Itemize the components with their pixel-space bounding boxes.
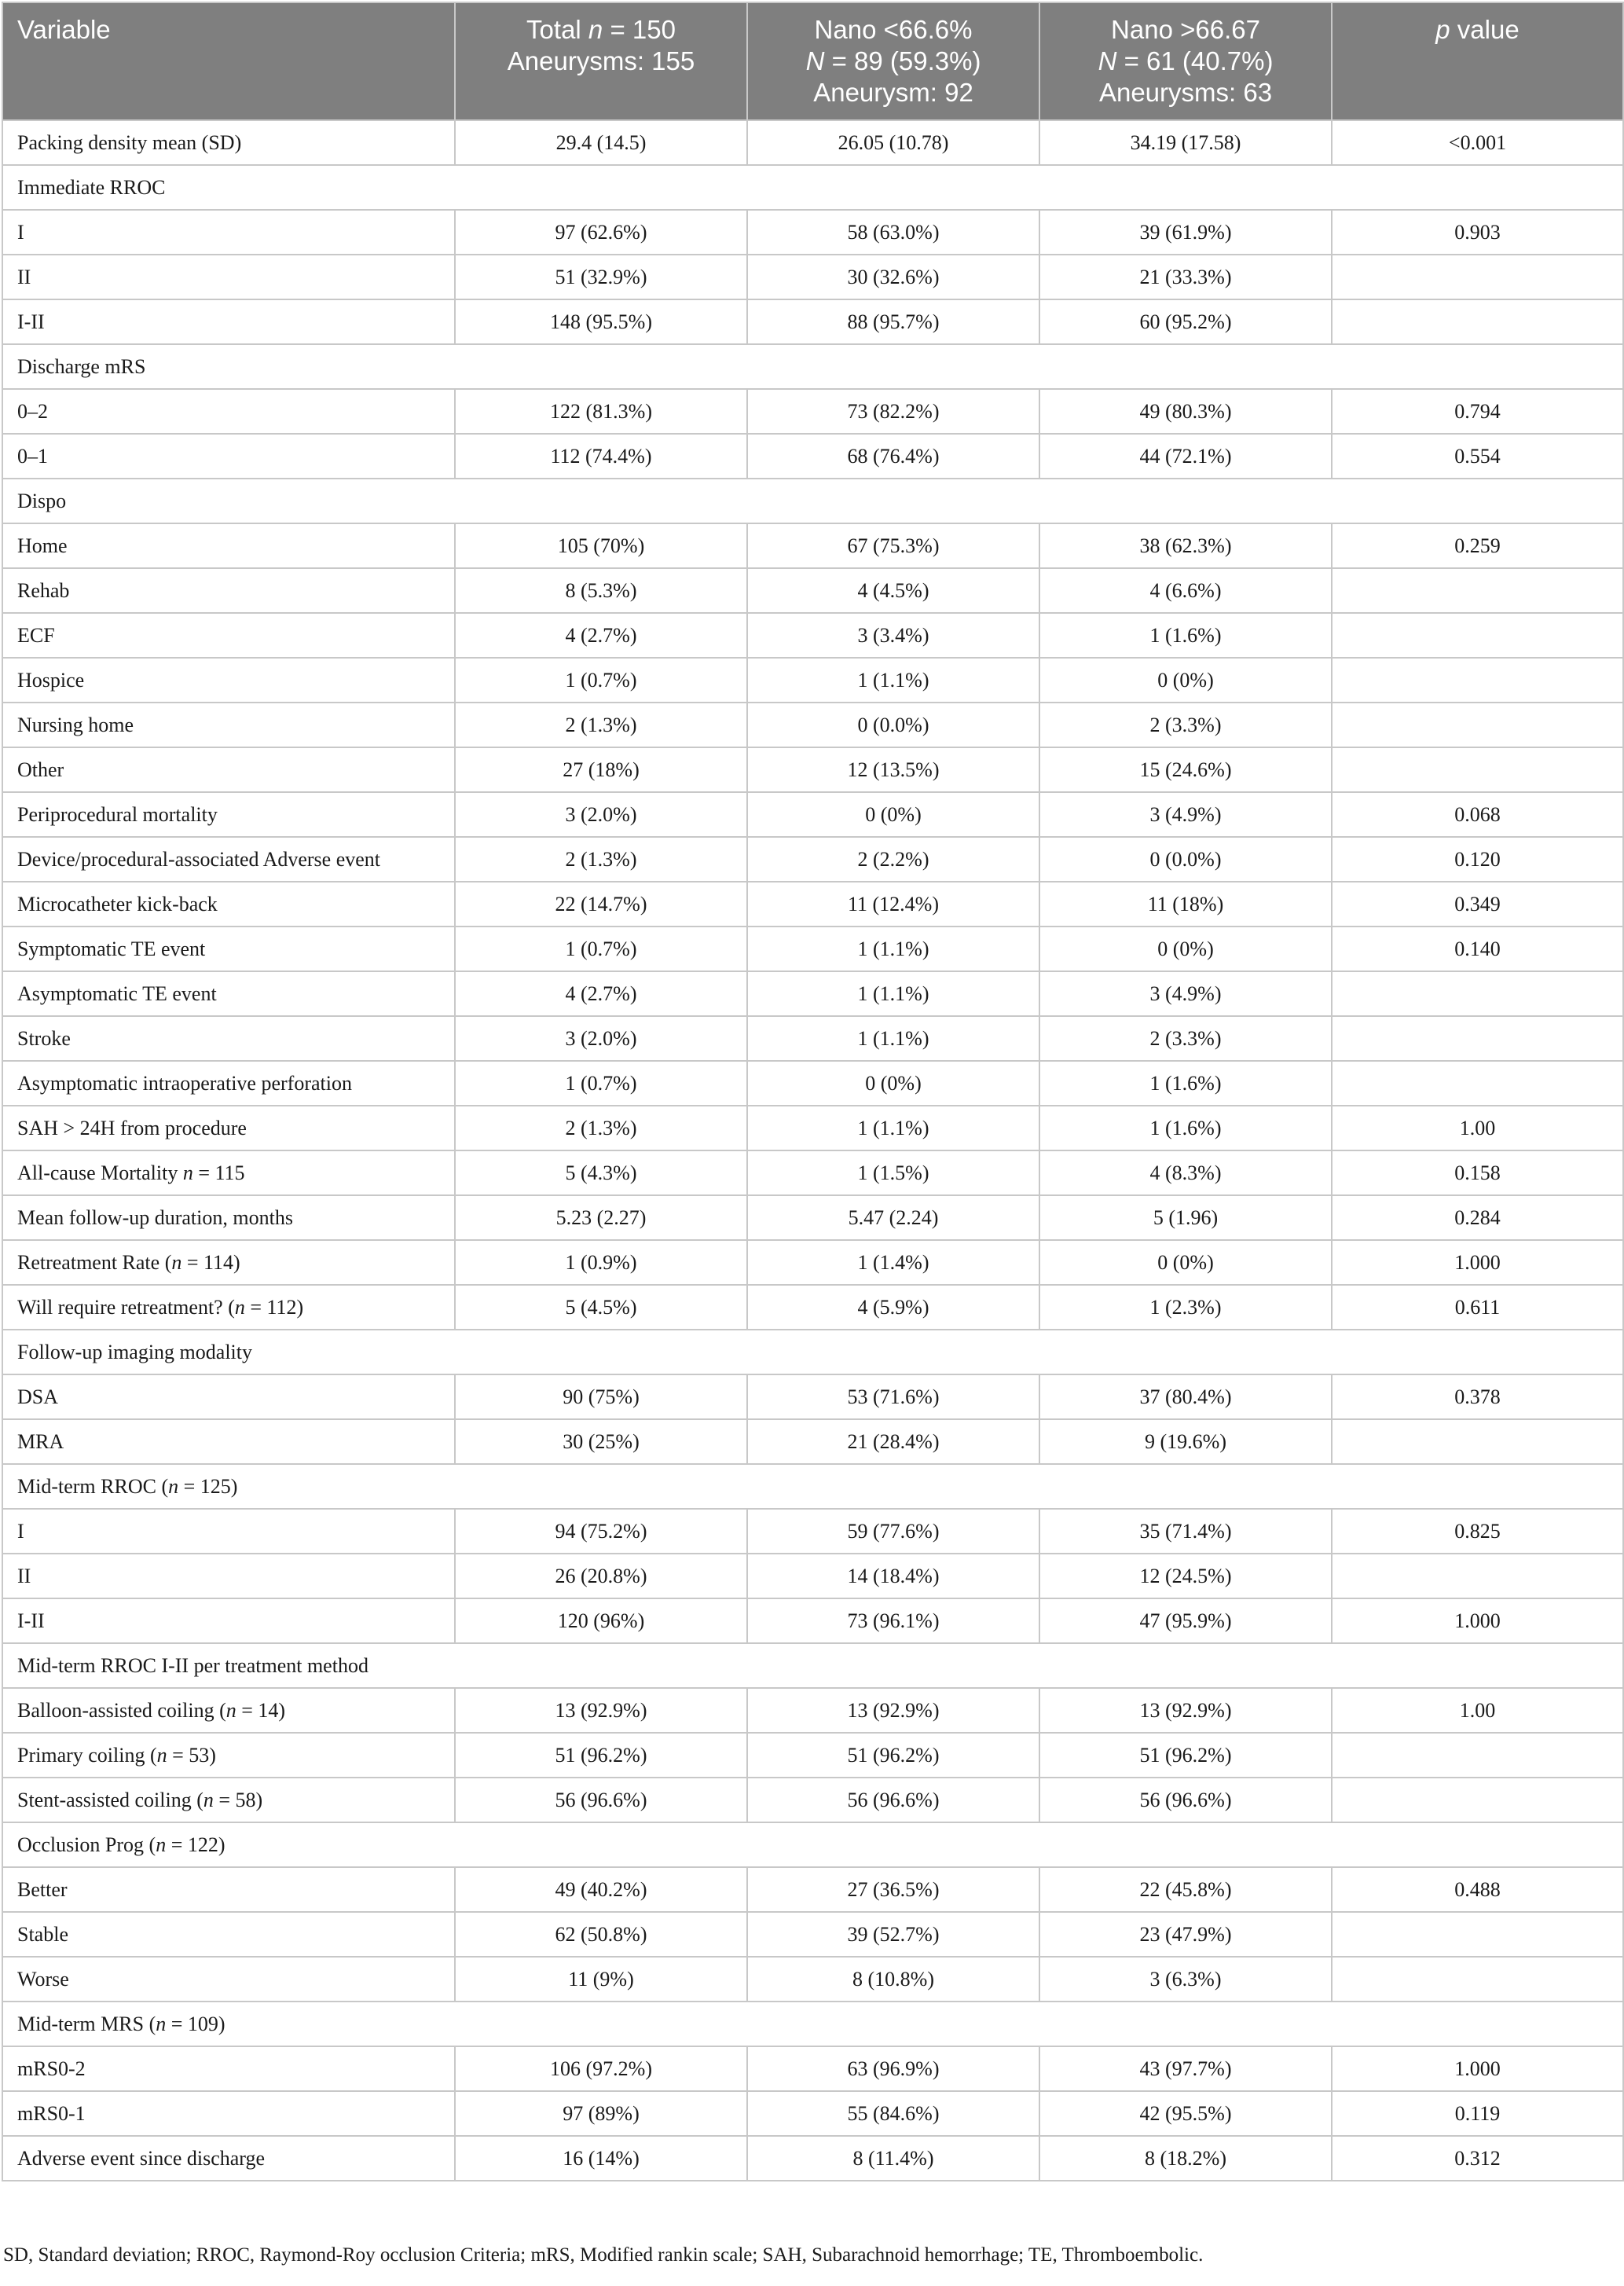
total-cell: 122 (81.3%) [455, 389, 747, 434]
total-cell: 1 (0.9%) [455, 1240, 747, 1285]
p-value-cell [1332, 613, 1623, 658]
nano-low-cell: 53 (71.6%) [747, 1374, 1039, 1419]
section-row [2, 1643, 1623, 1688]
total-cell: 105 (70%) [455, 523, 747, 568]
total-cell: 2 (1.3%) [455, 703, 747, 747]
header-nano-high [1039, 2, 1332, 120]
p-value-cell: 0.903 [1332, 210, 1623, 255]
nano-low-cell: 58 (63.0%) [747, 210, 1039, 255]
nano-low-cell: 1 (1.1%) [747, 927, 1039, 971]
nano-low-cell: 0 (0%) [747, 792, 1039, 837]
table-footnote: SD, Standard deviation; RROC, Raymond-Roy occlusion Criteria; mRS, Modified rankin scale; SAH, Subarachnoid hemorrhage; TE, Thromboembolic. [3, 2244, 1204, 2266]
nano-high-cell: 60 (95.2%) [1039, 299, 1332, 344]
p-value-cell: 0.119 [1332, 2091, 1623, 2136]
table-row [2, 1061, 1623, 1106]
p-value-cell: 0.349 [1332, 882, 1623, 927]
nano-high-cell: 2 (3.3%) [1039, 1016, 1332, 1061]
nano-high-cell: 43 (97.7%) [1039, 2046, 1332, 2091]
total-cell: 106 (97.2%) [455, 2046, 747, 2091]
total-cell: 13 (92.9%) [455, 1688, 747, 1733]
section-label: Mid-term RROC I-II per treatment method [2, 1643, 1623, 1688]
section-row [2, 1464, 1623, 1509]
nano-high-cell: 5 (1.96) [1039, 1195, 1332, 1240]
row-label-cell: Stroke [2, 1016, 455, 1061]
table-row [2, 120, 1623, 165]
nano-high-cell: 56 (96.6%) [1039, 1778, 1332, 1822]
nano-low-cell: 8 (11.4%) [747, 2136, 1039, 2181]
nano-low-cell: 5.47 (2.24) [747, 1195, 1039, 1240]
p-value-cell: 0.158 [1332, 1150, 1623, 1195]
p-value-cell: 0.554 [1332, 434, 1623, 479]
header-p-value: p value [1332, 2, 1623, 120]
header-total-line-2: Aneurysms: 155 [507, 46, 695, 75]
total-cell: 90 (75%) [455, 1374, 747, 1419]
total-cell: 51 (32.9%) [455, 255, 747, 299]
row-label-cell: Other [2, 747, 455, 792]
row-label-cell: I-II [2, 299, 455, 344]
nano-high-cell: 3 (4.9%) [1039, 792, 1332, 837]
p-value-cell: 0.120 [1332, 837, 1623, 882]
nano-low-cell: 0 (0%) [747, 1061, 1039, 1106]
nano-low-cell: 2 (2.2%) [747, 837, 1039, 882]
section-label: Immediate RROC [2, 165, 1623, 210]
p-value-cell: 1.00 [1332, 1688, 1623, 1733]
table-row [2, 1016, 1623, 1061]
nano-high-cell: 4 (6.6%) [1039, 568, 1332, 613]
table-body [2, 120, 1623, 2181]
p-value-cell [1332, 568, 1623, 613]
row-label-cell: Asymptomatic intraoperative perforation [2, 1061, 455, 1106]
nano-low-cell: 73 (82.2%) [747, 389, 1039, 434]
p-value-cell: 0.825 [1332, 1509, 1623, 1554]
total-cell: 16 (14%) [455, 2136, 747, 2181]
row-label-cell: mRS0-2 [2, 2046, 455, 2091]
nano-high-cell: 49 (80.3%) [1039, 389, 1332, 434]
row-label-cell: Retreatment Rate (n = 114) [2, 1240, 455, 1285]
total-cell: 3 (2.0%) [455, 792, 747, 837]
nano-high-cell: 38 (62.3%) [1039, 523, 1332, 568]
row-label-cell: Worse [2, 1957, 455, 2002]
table-row [2, 1240, 1623, 1285]
table-row [2, 703, 1623, 747]
header-nano-low [747, 2, 1039, 120]
nano-low-cell: 88 (95.7%) [747, 299, 1039, 344]
nano-low-cell: 1 (1.1%) [747, 1106, 1039, 1150]
section-label: Dispo [2, 479, 1623, 523]
p-value-cell [1332, 971, 1623, 1016]
section-row [2, 165, 1623, 210]
p-value-cell: 0.488 [1332, 1867, 1623, 1912]
table-row [2, 434, 1623, 479]
total-cell: 51 (96.2%) [455, 1733, 747, 1778]
p-value-cell: 1.000 [1332, 1240, 1623, 1285]
row-label-cell: 0–1 [2, 434, 455, 479]
row-label-cell: Better [2, 1867, 455, 1912]
p-value-cell [1332, 1912, 1623, 1957]
total-cell: 3 (2.0%) [455, 1016, 747, 1061]
nano-high-cell: 12 (24.5%) [1039, 1554, 1332, 1598]
row-label-cell: Device/procedural-associated Adverse event [2, 837, 455, 882]
section-row [2, 2002, 1623, 2046]
p-value-cell: 1.000 [1332, 2046, 1623, 2091]
total-cell: 8 (5.3%) [455, 568, 747, 613]
row-label-cell: Home [2, 523, 455, 568]
p-value-cell [1332, 1016, 1623, 1061]
nano-high-cell: 8 (18.2%) [1039, 2136, 1332, 2181]
total-cell: 26 (20.8%) [455, 1554, 747, 1598]
total-cell: 1 (0.7%) [455, 927, 747, 971]
nano-high-cell: 2 (3.3%) [1039, 703, 1332, 747]
p-value-cell [1332, 1554, 1623, 1598]
table-row [2, 299, 1623, 344]
table-row [2, 747, 1623, 792]
p-value-cell: 0.259 [1332, 523, 1623, 568]
header-total [455, 2, 747, 120]
nano-high-cell: 13 (92.9%) [1039, 1688, 1332, 1733]
header-variable: Variable [2, 2, 455, 120]
p-value-cell: 0.284 [1332, 1195, 1623, 1240]
table-row [2, 837, 1623, 882]
nano-low-cell: 1 (1.1%) [747, 971, 1039, 1016]
section-row [2, 1822, 1623, 1867]
total-cell: 56 (96.6%) [455, 1778, 747, 1822]
table-row [2, 1733, 1623, 1778]
table-row [2, 792, 1623, 837]
p-value-cell [1332, 658, 1623, 703]
total-cell: 1 (0.7%) [455, 1061, 747, 1106]
row-label-cell: I [2, 1509, 455, 1554]
nano-high-cell: 11 (18%) [1039, 882, 1332, 927]
table-row [2, 1598, 1623, 1643]
p-value-cell: 0.611 [1332, 1285, 1623, 1330]
header-nano-high-line-3: Aneurysms: 63 [1098, 78, 1273, 107]
nano-high-cell: 35 (71.4%) [1039, 1509, 1332, 1554]
section-label: Discharge mRS [2, 344, 1623, 389]
row-label-cell: Symptomatic TE event [2, 927, 455, 971]
total-cell: 120 (96%) [455, 1598, 747, 1643]
p-value-cell: 0.068 [1332, 792, 1623, 837]
table-row [2, 1912, 1623, 1957]
total-cell: 5.23 (2.27) [455, 1195, 747, 1240]
total-cell: 2 (1.3%) [455, 837, 747, 882]
total-cell: 94 (75.2%) [455, 1509, 747, 1554]
table-row [2, 2091, 1623, 2136]
p-value-cell [1332, 1957, 1623, 2002]
total-cell: 30 (25%) [455, 1419, 747, 1464]
p-value-cell [1332, 1733, 1623, 1778]
row-label-cell: Will require retreatment? (n = 112) [2, 1285, 455, 1330]
table-header [2, 2, 1623, 120]
nano-low-cell: 39 (52.7%) [747, 1912, 1039, 1957]
nano-high-cell: 4 (8.3%) [1039, 1150, 1332, 1195]
table-row [2, 210, 1623, 255]
nano-high-cell: 51 (96.2%) [1039, 1733, 1332, 1778]
nano-high-cell: 0 (0%) [1039, 658, 1332, 703]
table-row [2, 613, 1623, 658]
header-total-line-1: Total n = 150 [526, 15, 676, 44]
total-cell: 49 (40.2%) [455, 1867, 747, 1912]
nano-low-cell: 1 (1.1%) [747, 1016, 1039, 1061]
row-label-cell: Rehab [2, 568, 455, 613]
nano-low-cell: 1 (1.5%) [747, 1150, 1039, 1195]
nano-low-cell: 11 (12.4%) [747, 882, 1039, 927]
section-label: Occlusion Prog (n = 122) [2, 1822, 1623, 1867]
row-label-cell: Adverse event since discharge [2, 2136, 455, 2181]
nano-high-cell: 1 (1.6%) [1039, 1061, 1332, 1106]
nano-low-cell: 14 (18.4%) [747, 1554, 1039, 1598]
row-label-cell: Nursing home [2, 703, 455, 747]
row-label-cell: Asymptomatic TE event [2, 971, 455, 1016]
nano-low-cell: 0 (0.0%) [747, 703, 1039, 747]
p-value-cell [1332, 1419, 1623, 1464]
nano-low-cell: 73 (96.1%) [747, 1598, 1039, 1643]
p-value-cell [1332, 703, 1623, 747]
header-nano-high-line-1: Nano >66.67 [1111, 15, 1260, 44]
total-cell: 4 (2.7%) [455, 971, 747, 1016]
nano-low-cell: 1 (1.4%) [747, 1240, 1039, 1285]
table-row [2, 1957, 1623, 2002]
nano-high-cell: 21 (33.3%) [1039, 255, 1332, 299]
row-label-cell: All-cause Mortality n = 115 [2, 1150, 455, 1195]
p-value-cell: 1.00 [1332, 1106, 1623, 1150]
nano-low-cell: 21 (28.4%) [747, 1419, 1039, 1464]
row-label-cell: Stent-assisted coiling (n = 58) [2, 1778, 455, 1822]
nano-high-cell: 34.19 (17.58) [1039, 120, 1332, 165]
total-cell: 22 (14.7%) [455, 882, 747, 927]
nano-high-cell: 1 (2.3%) [1039, 1285, 1332, 1330]
p-value-cell: 0.794 [1332, 389, 1623, 434]
table-row [2, 1509, 1623, 1554]
table-row [2, 1778, 1623, 1822]
nano-low-cell: 63 (96.9%) [747, 2046, 1039, 2091]
section-row [2, 1330, 1623, 1374]
total-cell: 1 (0.7%) [455, 658, 747, 703]
row-label-cell: 0–2 [2, 389, 455, 434]
nano-high-cell: 3 (6.3%) [1039, 1957, 1332, 2002]
nano-low-cell: 68 (76.4%) [747, 434, 1039, 479]
nano-high-cell: 47 (95.9%) [1039, 1598, 1332, 1643]
nano-low-cell: 27 (36.5%) [747, 1867, 1039, 1912]
table-row [2, 882, 1623, 927]
table-row [2, 389, 1623, 434]
header-nano-low-line-1: Nano <66.6% [814, 15, 973, 44]
total-cell: 112 (74.4%) [455, 434, 747, 479]
header-nano-low-line-3: Aneurysm: 92 [813, 78, 973, 107]
nano-high-cell: 44 (72.1%) [1039, 434, 1332, 479]
p-value-cell [1332, 1778, 1623, 1822]
row-label-cell: ECF [2, 613, 455, 658]
p-value-cell: 1.000 [1332, 1598, 1623, 1643]
section-label: Mid-term RROC (n = 125) [2, 1464, 1623, 1509]
nano-low-cell: 26.05 (10.78) [747, 120, 1039, 165]
nano-high-cell: 3 (4.9%) [1039, 971, 1332, 1016]
nano-low-cell: 56 (96.6%) [747, 1778, 1039, 1822]
total-cell: 148 (95.5%) [455, 299, 747, 344]
p-value-cell [1332, 299, 1623, 344]
table-row [2, 1554, 1623, 1598]
nano-low-cell: 12 (13.5%) [747, 747, 1039, 792]
nano-low-cell: 30 (32.6%) [747, 255, 1039, 299]
nano-low-cell: 8 (10.8%) [747, 1957, 1039, 2002]
row-label-cell: SAH > 24H from procedure [2, 1106, 455, 1150]
total-cell: 4 (2.7%) [455, 613, 747, 658]
nano-high-cell: 1 (1.6%) [1039, 613, 1332, 658]
p-value-cell: 0.312 [1332, 2136, 1623, 2181]
nano-low-cell: 59 (77.6%) [747, 1509, 1039, 1554]
table-row [2, 1195, 1623, 1240]
row-label-cell: Balloon-assisted coiling (n = 14) [2, 1688, 455, 1733]
row-label-cell: Hospice [2, 658, 455, 703]
p-value-cell [1332, 747, 1623, 792]
nano-low-cell: 51 (96.2%) [747, 1733, 1039, 1778]
nano-high-cell: 23 (47.9%) [1039, 1912, 1332, 1957]
nano-high-cell: 37 (80.4%) [1039, 1374, 1332, 1419]
table-row [2, 1285, 1623, 1330]
total-cell: 62 (50.8%) [455, 1912, 747, 1957]
total-cell: 5 (4.5%) [455, 1285, 747, 1330]
nano-high-cell: 0 (0%) [1039, 927, 1332, 971]
p-value-cell: <0.001 [1332, 120, 1623, 165]
table-row [2, 658, 1623, 703]
row-label-cell: Packing density mean (SD) [2, 120, 455, 165]
table-row [2, 1150, 1623, 1195]
nano-high-cell: 42 (95.5%) [1039, 2091, 1332, 2136]
row-label-cell: Periprocedural mortality [2, 792, 455, 837]
table-row [2, 1374, 1623, 1419]
table-row [2, 568, 1623, 613]
row-label-cell: Microcatheter kick-back [2, 882, 455, 927]
table-row [2, 523, 1623, 568]
row-label-cell: Primary coiling (n = 53) [2, 1733, 455, 1778]
nano-high-cell: 0 (0%) [1039, 1240, 1332, 1285]
row-label-cell: I [2, 210, 455, 255]
nano-low-cell: 3 (3.4%) [747, 613, 1039, 658]
nano-high-cell: 15 (24.6%) [1039, 747, 1332, 792]
p-value-cell: 0.378 [1332, 1374, 1623, 1419]
row-label-cell: MRA [2, 1419, 455, 1464]
nano-low-cell: 67 (75.3%) [747, 523, 1039, 568]
row-label-cell: I-II [2, 1598, 455, 1643]
row-label-cell: Mean follow-up duration, months [2, 1195, 455, 1240]
nano-low-cell: 1 (1.1%) [747, 658, 1039, 703]
section-row [2, 479, 1623, 523]
table-row [2, 971, 1623, 1016]
total-cell: 11 (9%) [455, 1957, 747, 2002]
row-label-cell: Stable [2, 1912, 455, 1957]
header-nano-low-line-2: N = 89 (59.3%) [805, 46, 981, 75]
nano-low-cell: 4 (4.5%) [747, 568, 1039, 613]
row-label-cell: II [2, 1554, 455, 1598]
table-row [2, 1106, 1623, 1150]
results-table [2, 2, 1624, 2181]
nano-low-cell: 4 (5.9%) [747, 1285, 1039, 1330]
section-label: Follow-up imaging modality [2, 1330, 1623, 1374]
section-label: Mid-term MRS (n = 109) [2, 2002, 1623, 2046]
nano-low-cell: 13 (92.9%) [747, 1688, 1039, 1733]
p-value-cell [1332, 1061, 1623, 1106]
p-value-cell [1332, 255, 1623, 299]
table-row [2, 2136, 1623, 2181]
table-row [2, 2046, 1623, 2091]
nano-low-cell: 55 (84.6%) [747, 2091, 1039, 2136]
row-label-cell: mRS0-1 [2, 2091, 455, 2136]
nano-high-cell: 9 (19.6%) [1039, 1419, 1332, 1464]
total-cell: 5 (4.3%) [455, 1150, 747, 1195]
table-row [2, 1419, 1623, 1464]
table-row [2, 1867, 1623, 1912]
total-cell: 97 (89%) [455, 2091, 747, 2136]
p-value-cell: 0.140 [1332, 927, 1623, 971]
section-row [2, 344, 1623, 389]
total-cell: 2 (1.3%) [455, 1106, 747, 1150]
table-row [2, 927, 1623, 971]
nano-high-cell: 39 (61.9%) [1039, 210, 1332, 255]
nano-high-cell: 0 (0.0%) [1039, 837, 1332, 882]
row-label-cell: II [2, 255, 455, 299]
total-cell: 97 (62.6%) [455, 210, 747, 255]
header-nano-high-line-2: N = 61 (40.7%) [1098, 46, 1274, 75]
total-cell: 29.4 (14.5) [455, 120, 747, 165]
total-cell: 27 (18%) [455, 747, 747, 792]
nano-high-cell: 22 (45.8%) [1039, 1867, 1332, 1912]
row-label-cell: DSA [2, 1374, 455, 1419]
nano-high-cell: 1 (1.6%) [1039, 1106, 1332, 1150]
table-row [2, 255, 1623, 299]
table-row [2, 1688, 1623, 1733]
